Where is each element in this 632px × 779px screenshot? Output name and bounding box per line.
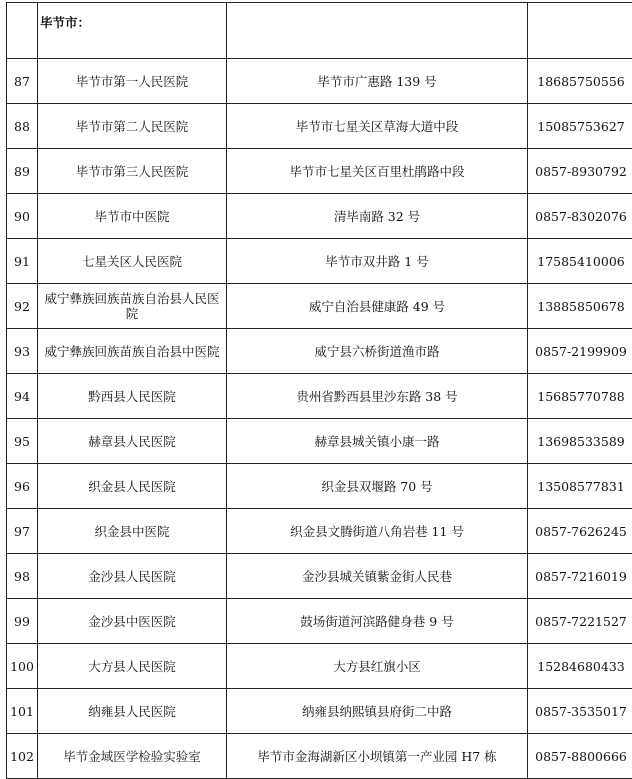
row-number: 87 xyxy=(7,59,38,104)
hospital-phone: 0857-8800666 xyxy=(528,734,632,779)
section-header-row xyxy=(7,3,632,59)
hospital-address: 清毕南路 32 号 xyxy=(227,194,528,239)
hospital-phone: 0857-8302076 xyxy=(528,194,632,239)
row-number: 89 xyxy=(7,149,38,194)
table-row xyxy=(7,599,632,644)
hospital-phone: 13885850678 xyxy=(528,284,632,329)
hospital-phone: 0857-7221527 xyxy=(528,599,632,644)
row-number: 99 xyxy=(7,599,38,644)
row-number: 97 xyxy=(7,509,38,554)
hospital-name: 纳雍县人民医院 xyxy=(38,689,227,734)
hospital-phone: 0857-7216019 xyxy=(528,554,632,599)
hospital-name: 金沙县人民医院 xyxy=(38,554,227,599)
hospital-table xyxy=(6,2,632,779)
hospital-address: 大方县红旗小区 xyxy=(227,644,528,689)
hospital-phone: 15284680433 xyxy=(528,644,632,689)
table-row xyxy=(7,509,632,554)
hospital-name: 毕节市第三人民医院 xyxy=(38,149,227,194)
row-number: 93 xyxy=(7,329,38,374)
row-number: 88 xyxy=(7,104,38,149)
table-row xyxy=(7,149,632,194)
row-number: 100 xyxy=(7,644,38,689)
table-row xyxy=(7,419,632,464)
row-number: 90 xyxy=(7,194,38,239)
hospital-phone: 15685770788 xyxy=(528,374,632,419)
hospital-address: 金沙县城关镇紫金街人民巷 xyxy=(227,554,528,599)
row-number: 95 xyxy=(7,419,38,464)
hospital-address: 赫章县城关镇小康一路 xyxy=(227,419,528,464)
table-row xyxy=(7,329,632,374)
row-number: 94 xyxy=(7,374,38,419)
hospital-phone: 17585410006 xyxy=(528,239,632,284)
header-address-cell xyxy=(227,3,528,59)
hospital-phone: 13698533589 xyxy=(528,419,632,464)
table-row xyxy=(7,464,632,509)
hospital-address: 威宁自治县健康路 49 号 xyxy=(227,284,528,329)
hospital-name: 毕节市第二人民医院 xyxy=(38,104,227,149)
table-row xyxy=(7,734,632,779)
hospital-phone: 13508577831 xyxy=(528,464,632,509)
table-row xyxy=(7,689,632,734)
row-number: 96 xyxy=(7,464,38,509)
hospital-phone: 15085753627 xyxy=(528,104,632,149)
hospital-name: 织金县中医院 xyxy=(38,509,227,554)
table-row xyxy=(7,239,632,284)
hospital-address: 贵州省黔西县里沙东路 38 号 xyxy=(227,374,528,419)
hospital-name: 毕节市第一人民医院 xyxy=(38,59,227,104)
hospital-address: 毕节市广惠路 139 号 xyxy=(227,59,528,104)
hospital-name: 赫章县人民医院 xyxy=(38,419,227,464)
hospital-address: 威宁县六桥街道渔市路 xyxy=(227,329,528,374)
hospital-address: 织金县文腾街道八角岩巷 11 号 xyxy=(227,509,528,554)
row-number: 92 xyxy=(7,284,38,329)
hospital-address: 鼓场街道河滨路健身巷 9 号 xyxy=(227,599,528,644)
table-row xyxy=(7,104,632,149)
hospital-name: 毕节金域医学检验实验室 xyxy=(38,734,227,779)
header-no-cell xyxy=(7,3,38,59)
row-number: 91 xyxy=(7,239,38,284)
hospital-address: 纳雍县纳熙镇县府街二中路 xyxy=(227,689,528,734)
hospital-name: 毕节市中医院 xyxy=(38,194,227,239)
hospital-phone: 0857-7626245 xyxy=(528,509,632,554)
hospital-phone: 0857-8930792 xyxy=(528,149,632,194)
table-row xyxy=(7,374,632,419)
row-number: 98 xyxy=(7,554,38,599)
hospital-name: 织金县人民医院 xyxy=(38,464,227,509)
hospital-name: 大方县人民医院 xyxy=(38,644,227,689)
city-label: 毕节市： xyxy=(38,3,227,59)
hospital-address: 毕节市七星关区草海大道中段 xyxy=(227,104,528,149)
hospital-address: 毕节市金海湖新区小坝镇第一产业园 H7 栋 xyxy=(227,734,528,779)
row-number: 102 xyxy=(7,734,38,779)
table-row xyxy=(7,554,632,599)
hospital-address: 毕节市双井路 1 号 xyxy=(227,239,528,284)
hospital-name: 威宁彝族回族苗族自治县人民医院 xyxy=(38,284,227,329)
hospital-address: 织金县双堰路 70 号 xyxy=(227,464,528,509)
hospital-name: 金沙县中医医院 xyxy=(38,599,227,644)
table-body xyxy=(7,3,632,779)
table-row xyxy=(7,194,632,239)
hospital-address: 毕节市七星关区百里杜鹃路中段 xyxy=(227,149,528,194)
hospital-phone: 0857-3535017 xyxy=(528,689,632,734)
hospital-phone: 0857-2199909 xyxy=(528,329,632,374)
table-row xyxy=(7,59,632,104)
hospital-name: 威宁彝族回族苗族自治县中医院 xyxy=(38,329,227,374)
table-row xyxy=(7,644,632,689)
hospital-name: 七星关区人民医院 xyxy=(38,239,227,284)
hospital-phone: 18685750556 xyxy=(528,59,632,104)
row-number: 101 xyxy=(7,689,38,734)
table-row xyxy=(7,284,632,329)
header-phone-cell xyxy=(528,3,632,59)
hospital-name: 黔西县人民医院 xyxy=(38,374,227,419)
